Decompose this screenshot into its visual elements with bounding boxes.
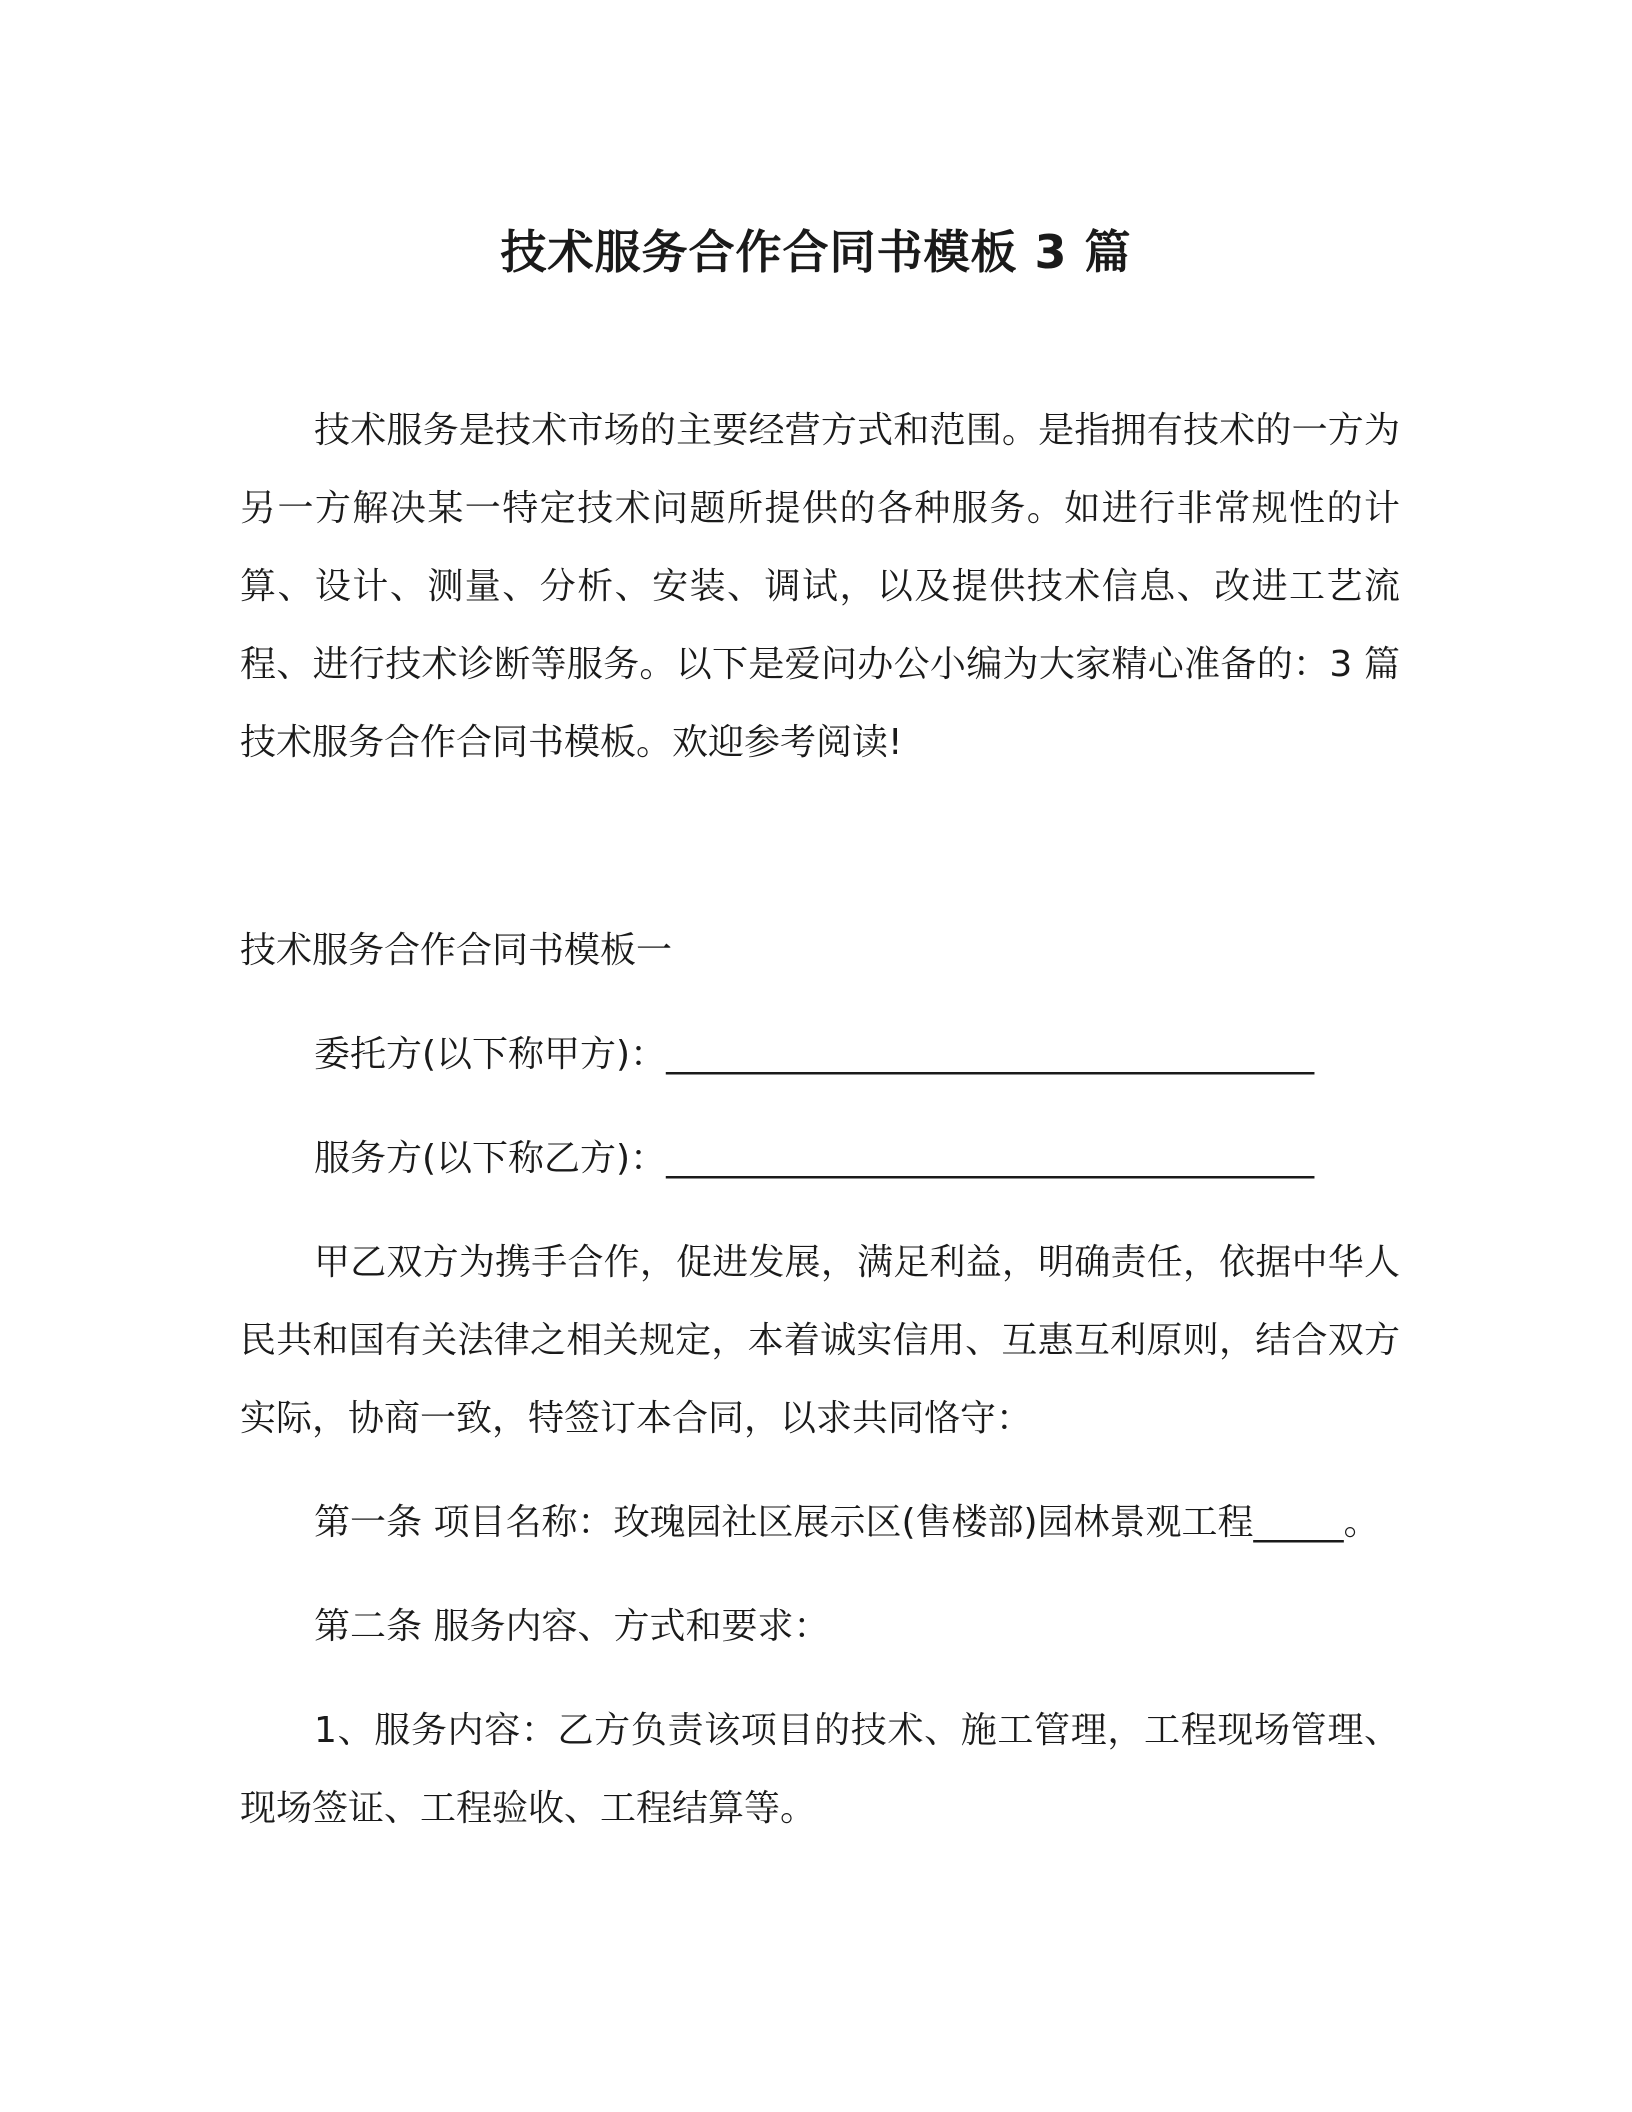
preamble-paragraph: 甲乙双方为携手合作，促进发展，满足利益，明确责任，依据中华人民共和国有关法律之相关规定，本着诚实信用、互惠互利原则，结合双方实际，协商一致，特签订本合同，以求共同恪守： (240, 1242, 1400, 1439)
document-body (240, 392, 1400, 1848)
party-a-line: 委托方(以下称甲方)：____________________________________ (314, 1034, 1315, 1075)
intro-paragraph: 技术服务是技术市场的主要经营方式和范围。是指拥有技术的一方为另一方解决某一特定技术问题所提供的各种服务。如进行非常规性的计算、设计、测量、分析、安装、调试，以及提供技术信息、改进工艺流程、进行技术诊断等服务。以下是爱问办公小编为大家精心准备的：3 篇技术服务合作合同书模板。欢迎参考阅读! (240, 410, 1400, 763)
article-2: 第二条 服务内容、方式和要求： (314, 1606, 830, 1647)
party-b-line: 服务方(以下称乙方)：____________________________________ (314, 1138, 1315, 1179)
section-title: 技术服务合作合同书模板一 (240, 930, 673, 971)
service-item-1: 1、服务内容：乙方负责该项目的技术、施工管理，工程现场管理、现场签证、工程验收、工程结算等。 (240, 1710, 1400, 1829)
document-title: 技术服务合作合同书模板 3 篇 (500, 225, 1132, 279)
article-1: 第一条 项目名称：玫瑰园社区展示区(售楼部)园林景观工程_____。 (314, 1502, 1380, 1543)
